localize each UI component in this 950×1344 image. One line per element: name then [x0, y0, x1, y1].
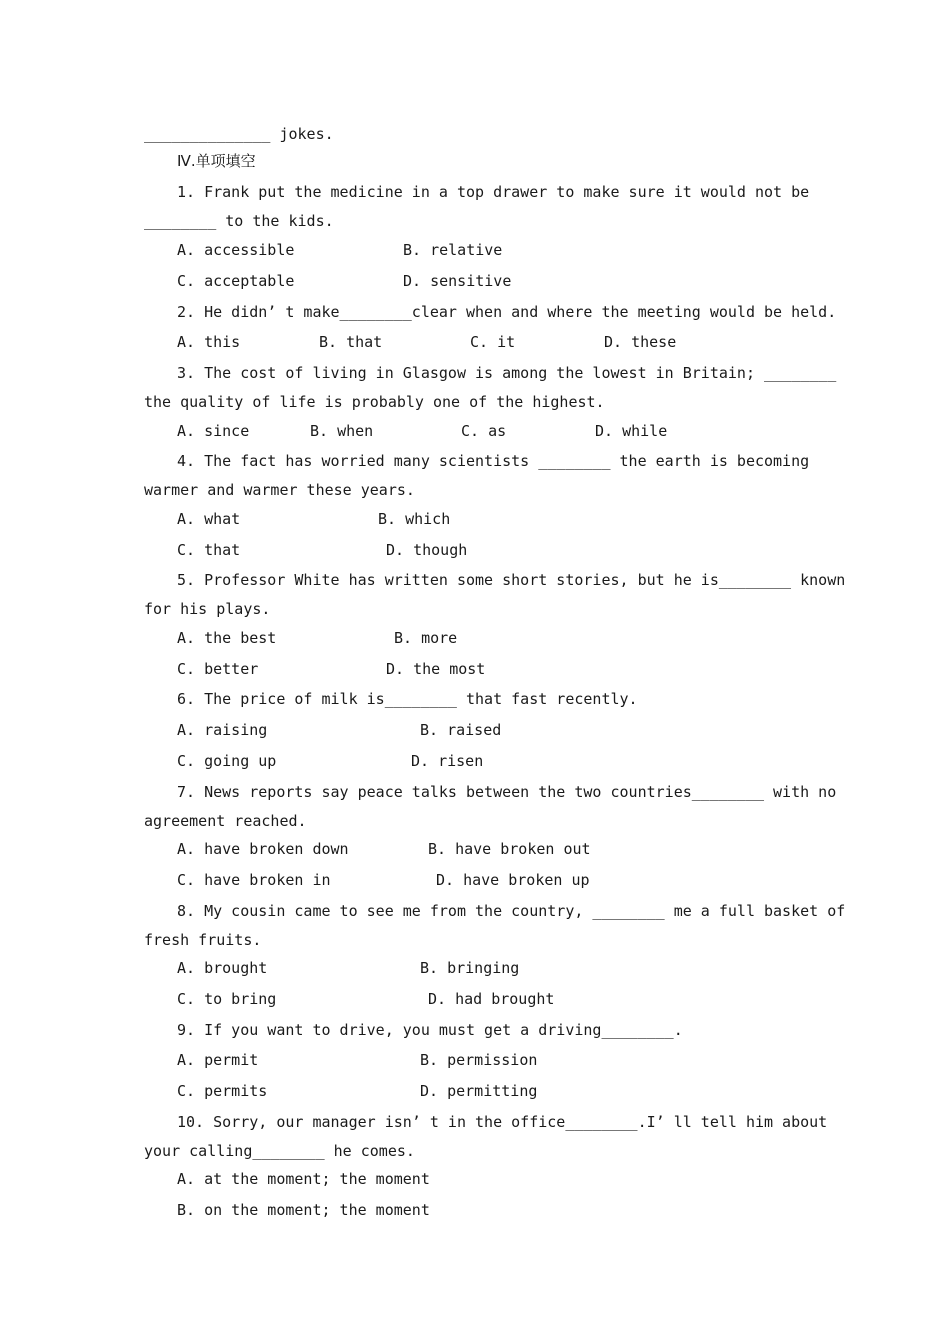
question-10-option-a: A. at the moment; the moment: [177, 1170, 430, 1188]
question-5-option-b: B. more: [394, 629, 458, 647]
question-7-option-d: D. have broken up: [436, 871, 590, 889]
question-9-option-a: A. permit: [177, 1051, 259, 1069]
question-3-stem-cont: the quality of life is probably one of the highest.: [144, 393, 605, 411]
question-1-option-c: C. acceptable: [177, 272, 295, 290]
question-7-option-a: A. have broken down: [177, 840, 349, 858]
question-3-option-d: D. while: [595, 422, 668, 440]
question-6-option-b: B. raised: [420, 721, 502, 739]
question-5-option-a: A. the best: [177, 629, 277, 647]
question-6-option-d: D. risen: [411, 752, 484, 770]
question-7-option-c: C. have broken in: [177, 871, 331, 889]
question-1-option-a: A. accessible: [177, 241, 295, 259]
question-4-stem: 4. The fact has worried many scientists ________ the earth is becoming: [177, 452, 810, 470]
question-2-option-d: D. these: [604, 333, 677, 351]
question-4-option-b: B. which: [378, 510, 451, 528]
question-8-option-c: C. to bring: [177, 990, 277, 1008]
question-2-option-b: B. that: [319, 333, 383, 351]
question-4-option-c: C. that: [177, 541, 241, 559]
question-7-stem-cont: agreement reached.: [144, 812, 307, 830]
question-4-option-a: A. what: [177, 510, 241, 528]
question-8-stem-cont: fresh fruits.: [144, 931, 262, 949]
question-8-option-b: B. bringing: [420, 959, 520, 977]
section-heading: Ⅳ.单项填空: [177, 152, 256, 170]
question-6-option-a: A. raising: [177, 721, 268, 739]
question-8-option-d: D. had brought: [428, 990, 555, 1008]
question-9-option-d: D. permitting: [420, 1082, 538, 1100]
question-3-option-a: A. since: [177, 422, 250, 440]
question-7-stem: 7. News reports say peace talks between the two countries________ with no: [177, 783, 837, 801]
question-4-option-d: D. though: [386, 541, 468, 559]
question-4-stem-cont: warmer and warmer these years.: [144, 481, 415, 499]
question-10-stem: 10. Sorry, our manager isn’ t in the office________.I’ ll tell him about: [177, 1113, 828, 1131]
question-6-stem: 6. The price of milk is________ that fast recently.: [177, 690, 638, 708]
question-5-option-d: D. the most: [386, 660, 486, 678]
question-10-option-b: B. on the moment; the moment: [177, 1201, 430, 1219]
question-8-option-a: A. brought: [177, 959, 268, 977]
question-5-stem: 5. Professor White has written some short stories, but he is________ known: [177, 571, 846, 589]
question-6-option-c: C. going up: [177, 752, 277, 770]
question-2-option-c: C. it: [470, 333, 516, 351]
question-1-option-d: D. sensitive: [403, 272, 512, 290]
question-3-option-b: B. when: [310, 422, 374, 440]
question-5-option-c: C. better: [177, 660, 259, 678]
question-10-stem-cont: your calling________ he comes.: [144, 1142, 415, 1160]
previous-question-tail: ______________ jokes.: [144, 125, 334, 143]
question-1-stem: 1. Frank put the medicine in a top drawer to make sure it would not be: [177, 183, 810, 201]
question-9-stem: 9. If you want to drive, you must get a driving________.: [177, 1021, 683, 1039]
question-2-option-a: A. this: [177, 333, 241, 351]
question-7-option-b: B. have broken out: [428, 840, 591, 858]
question-1-stem-cont: ________ to the kids.: [144, 212, 334, 230]
question-9-option-b: B. permission: [420, 1051, 538, 1069]
question-8-stem: 8. My cousin came to see me from the country, ________ me a full basket of: [177, 902, 846, 920]
question-5-stem-cont: for his plays.: [144, 600, 271, 618]
question-3-stem: 3. The cost of living in Glasgow is among the lowest in Britain; ________: [177, 364, 837, 382]
question-2-stem: 2. He didn’ t make________clear when and where the meeting would be held.: [177, 303, 837, 321]
question-3-option-c: C. as: [461, 422, 507, 440]
question-9-option-c: C. permits: [177, 1082, 268, 1100]
question-1-option-b: B. relative: [403, 241, 503, 259]
